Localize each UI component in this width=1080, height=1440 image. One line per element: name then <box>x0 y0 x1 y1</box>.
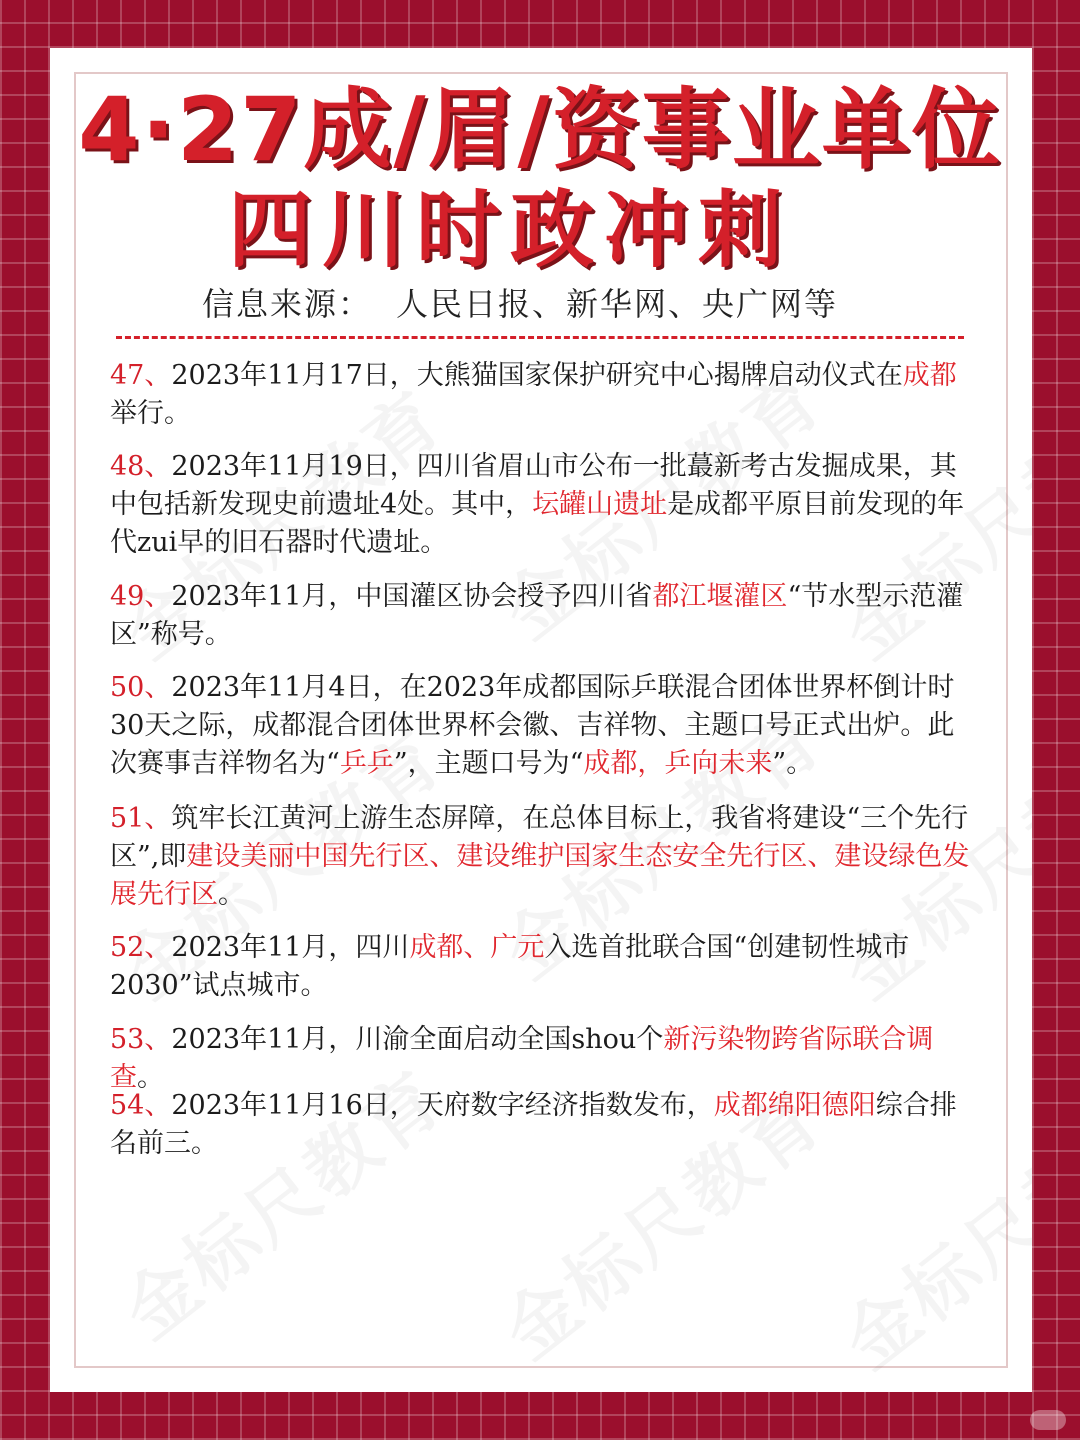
title-line-2: 四川时政冲刺 <box>227 181 792 279</box>
item-text: 入选首批联合国“创建韧性城市2030”试点城市。 <box>110 932 910 1001</box>
source-label: 信息来源： <box>201 285 372 323</box>
news-item-50 <box>110 669 974 783</box>
item-number: 49、 <box>110 581 172 612</box>
dashed-divider <box>116 336 964 339</box>
item-text: ”。 <box>772 748 814 779</box>
item-number: 52、 <box>110 932 172 963</box>
item-text: 举行。 <box>110 398 191 429</box>
source-value: 人民日报、新华网、央广网等 <box>396 285 839 323</box>
item-text: 是成都平原目前发现的年代zui早的旧石器时代遗址。 <box>110 489 965 558</box>
news-item-54 <box>110 1087 974 1163</box>
source-line <box>0 284 1040 324</box>
news-item-52 <box>110 929 974 1005</box>
item-text: 。 <box>218 879 245 910</box>
item-number: 53、 <box>110 1024 172 1055</box>
item-highlight: 成都 <box>902 360 957 391</box>
news-item-49 <box>110 578 974 654</box>
news-item-48 <box>110 448 974 562</box>
item-highlight: 新污染物跨省际联合调查 <box>110 1024 934 1093</box>
item-highlight: 乒乒 <box>339 748 394 779</box>
item-number: 48、 <box>110 451 172 482</box>
item-number: 50、 <box>110 672 172 703</box>
item-text: 2023年11月4日，在2023年成都国际乒联混合团体世界杯倒计时30天之际，成都混合团体世界杯会徽、吉祥物、主题口号正式出炉。此次赛事吉祥物名为“ <box>110 672 955 779</box>
item-text: 2023年11月，中国灌区协会授予四川省 <box>171 581 653 612</box>
item-highlight: 建设美丽中国先行区、建设维护国家生态安全先行区、建设绿色发展先行区 <box>110 841 970 910</box>
news-item-53 <box>110 1021 974 1097</box>
item-text: 2023年11月16日，天府数字经济指数发布， <box>171 1090 714 1121</box>
item-text: 2023年11月17日，大熊猫国家保护研究中心揭牌启动仪式在 <box>171 360 903 391</box>
item-text: 2023年11月，川渝全面启动全国shou个 <box>171 1024 664 1055</box>
title-line-1: 4·27成/眉/资事业单位 <box>78 78 1002 181</box>
item-text: 2023年11月19日，四川省眉山市公布一批蕞新考古发掘成果，其中包括新发现史前遗址4处。其中， <box>110 451 957 520</box>
news-item-51 <box>110 800 974 914</box>
item-highlight: 成都，乒向未来 <box>583 748 773 779</box>
news-item-47 <box>110 357 974 433</box>
item-highlight: 都江堰灌区 <box>652 581 788 612</box>
item-text: 。 <box>137 1062 164 1093</box>
item-number: 54、 <box>110 1090 172 1121</box>
item-number: 51、 <box>110 803 172 834</box>
item-highlight: 成都、广元 <box>409 932 545 963</box>
item-highlight: 成都绵阳德阳 <box>713 1090 876 1121</box>
item-text: 综合排名前三。 <box>110 1090 957 1159</box>
item-text: “节水型示范灌区”称号。 <box>110 581 964 650</box>
item-highlight: 坛罐山遗址 <box>532 489 668 520</box>
item-text: ”，主题口号为“ <box>393 748 584 779</box>
corner-logo-icon <box>1030 1410 1066 1430</box>
item-number: 47、 <box>110 360 172 391</box>
item-text: 2023年11月，四川 <box>171 932 410 963</box>
item-text: 筑牢长江黄河上游生态屏障，在总体目标上，我省将建设“三个先行区”,即 <box>110 803 969 872</box>
